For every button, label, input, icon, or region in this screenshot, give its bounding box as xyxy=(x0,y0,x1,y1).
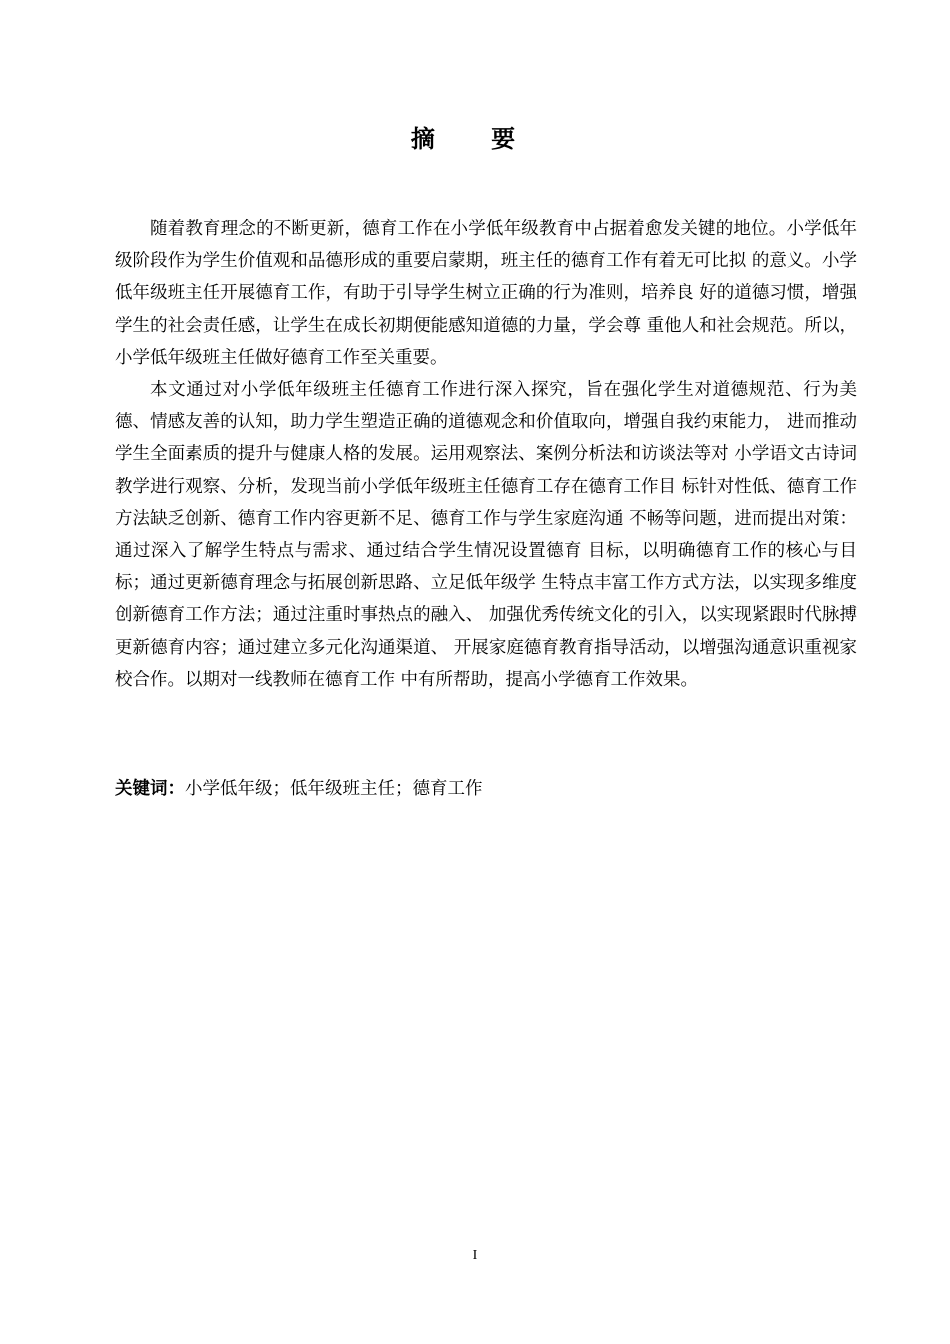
abstract-paragraph-1: 随着教育理念的不断更新，德育工作在小学低年级教育中占据着愈发关键的地位。小学低年级阶段作为学生价值观和品德形成的重要启蒙期，班主任的德育工作有着无可比拟 的意义。小学低年级班主任开展德育工作，有助于引导学生树立正确的行为准则，培养良 好的道德习惯，增强学生的社会责任感，让学生在成长初期便能感知道德的力量，学会尊 重他人和社会规范。所以，小学低年级班主任做好德育工作至关重要。 xyxy=(115,219,857,368)
keywords-line xyxy=(115,775,857,803)
keywords-label: 关键词： xyxy=(115,779,185,799)
abstract-body xyxy=(115,213,857,696)
keywords-text: 小学低年级；低年级班主任；德育工作 xyxy=(185,779,483,799)
abstract-paragraph-2: 本文通过对小学低年级班主任德育工作进行深入探究，旨在强化学生对道德规范、行为美德、情感友善的认知，助力学生塑造正确的道德观念和价值取向，增强自我约束能力， 进而推动学生全面素质的提升与健康人格的发展。运用观察法、案例分析法和访谈法等对 小学语文古诗词教学进行观察、分析，发现当前小学低年级班主任德育工存在德育工作目 标针对性低、德育工作方法缺乏创新、德育工作内容更新不足、德育工作与学生家庭沟通 不畅等问题，进而提出对策：通过深入了解学生特点与需求、通过结合学生情况设置德育 目标，以明确德育工作的核心与目标；通过更新德育理念与拓展创新思路、立足低年级学 生特点丰富工作方式方法，以实现多维度创新德育工作方法；通过注重时事热点的融入、 加强优秀传统文化的引入，以实现紧跟时代脉搏更新德育内容；通过建立多元化沟通渠道、 开展家庭德育教育指导活动，以增强沟通意识重视家校合作。以期对一线教师在德育工作 中有所帮助，提高小学德育工作效果。 xyxy=(115,380,857,690)
page-number: I xyxy=(472,1248,478,1263)
abstract-title: 摘 要 xyxy=(410,125,540,153)
